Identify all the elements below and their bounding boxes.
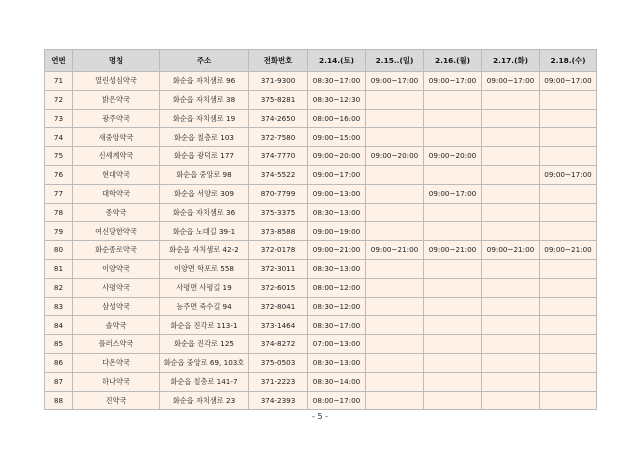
cell-d0215 bbox=[366, 165, 424, 184]
table-row bbox=[45, 72, 597, 91]
cell-d0214: 09:00~17:00 bbox=[308, 165, 366, 184]
cell-d0215 bbox=[366, 297, 424, 316]
table-row bbox=[45, 391, 597, 410]
cell-serial: 72 bbox=[45, 90, 73, 109]
cell-name: 이양약국 bbox=[73, 259, 160, 278]
cell-serial: 74 bbox=[45, 128, 73, 147]
cell-phone: 374-2393 bbox=[249, 391, 308, 410]
cell-address: 화순읍 노대길 39-1 bbox=[160, 222, 249, 241]
cell-d0214: 08:30~12:00 bbox=[308, 297, 366, 316]
cell-phone: 371-9300 bbox=[249, 72, 308, 91]
cell-d0216: 09:00~21:00 bbox=[424, 241, 482, 260]
cell-address: 화순읍 자치샘로 96 bbox=[160, 72, 249, 91]
cell-d0216 bbox=[424, 109, 482, 128]
cell-d0214: 09:00~15:00 bbox=[308, 128, 366, 147]
cell-d0218 bbox=[540, 203, 597, 222]
cell-d0218 bbox=[540, 372, 597, 391]
cell-name: 플러스약국 bbox=[73, 335, 160, 354]
cell-address: 화순읍 칠층로 103 bbox=[160, 128, 249, 147]
cell-address: 화순읍 중앙로 69, 103호 bbox=[160, 353, 249, 372]
cell-d0214: 09:00~20:00 bbox=[308, 147, 366, 166]
cell-address: 화순읍 칠층로 141-7 bbox=[160, 372, 249, 391]
cell-d0216: 09:00~20:00 bbox=[424, 147, 482, 166]
cell-phone: 373-1464 bbox=[249, 316, 308, 335]
cell-d0218 bbox=[540, 335, 597, 354]
table-row bbox=[45, 297, 597, 316]
cell-d0217 bbox=[482, 353, 540, 372]
cell-d0218 bbox=[540, 147, 597, 166]
cell-name: 하나약국 bbox=[73, 372, 160, 391]
cell-address: 화순읍 광덕로 177 bbox=[160, 147, 249, 166]
cell-d0218: 09:00~17:00 bbox=[540, 72, 597, 91]
table-row bbox=[45, 184, 597, 203]
cell-d0215 bbox=[366, 90, 424, 109]
table-row bbox=[45, 278, 597, 297]
table-row bbox=[45, 259, 597, 278]
cell-d0214: 07:00~13:00 bbox=[308, 335, 366, 354]
table-row bbox=[45, 165, 597, 184]
cell-d0217 bbox=[482, 391, 540, 410]
cell-name: 새중앙약국 bbox=[73, 128, 160, 147]
cell-phone: 372-3011 bbox=[249, 259, 308, 278]
cell-d0216 bbox=[424, 165, 482, 184]
cell-address: 화순읍 중앙로 98 bbox=[160, 165, 249, 184]
cell-name: 솔약국 bbox=[73, 316, 160, 335]
cell-d0214: 09:00~13:00 bbox=[308, 184, 366, 203]
cell-d0218 bbox=[540, 259, 597, 278]
cell-serial: 82 bbox=[45, 278, 73, 297]
cell-d0217 bbox=[482, 90, 540, 109]
cell-phone: 372-7580 bbox=[249, 128, 308, 147]
cell-serial: 75 bbox=[45, 147, 73, 166]
cell-d0214: 08:30~13:00 bbox=[308, 203, 366, 222]
cell-address: 화순읍 자치샘로 23 bbox=[160, 391, 249, 410]
cell-address: 화순읍 자치샘로 36 bbox=[160, 203, 249, 222]
cell-d0217: 09:00~21:00 bbox=[482, 241, 540, 260]
table-row bbox=[45, 90, 597, 109]
cell-d0218 bbox=[540, 90, 597, 109]
table-body bbox=[45, 72, 597, 410]
cell-d0215 bbox=[366, 353, 424, 372]
cell-d0218: 09:00~21:00 bbox=[540, 241, 597, 260]
cell-address: 화순읍 자치샘로 19 bbox=[160, 109, 249, 128]
cell-d0216: 09:00~17:00 bbox=[424, 72, 482, 91]
cell-name: 광주약국 bbox=[73, 109, 160, 128]
cell-d0215: 09:00~21:00 bbox=[366, 241, 424, 260]
page-number: - 5 - bbox=[312, 412, 328, 421]
cell-phone: 870-7799 bbox=[249, 184, 308, 203]
cell-d0215: 09:00~20:00 bbox=[366, 147, 424, 166]
cell-phone: 373-8588 bbox=[249, 222, 308, 241]
cell-name: 종약국 bbox=[73, 203, 160, 222]
cell-phone: 374-8272 bbox=[249, 335, 308, 354]
cell-d0218 bbox=[540, 222, 597, 241]
cell-d0214: 08:30~12:30 bbox=[308, 90, 366, 109]
table-row bbox=[45, 128, 597, 147]
cell-phone: 374-7770 bbox=[249, 147, 308, 166]
pharmacy-schedule-table bbox=[44, 49, 597, 410]
table-row bbox=[45, 109, 597, 128]
header-serial: 연번 bbox=[45, 50, 73, 72]
cell-d0214: 08:30~17:00 bbox=[308, 72, 366, 91]
cell-d0215: 09:00~17:00 bbox=[366, 72, 424, 91]
cell-serial: 85 bbox=[45, 335, 73, 354]
cell-d0218 bbox=[540, 297, 597, 316]
table-row bbox=[45, 147, 597, 166]
cell-d0214: 08:00~17:00 bbox=[308, 391, 366, 410]
cell-d0217 bbox=[482, 316, 540, 335]
cell-d0215 bbox=[366, 316, 424, 335]
cell-address: 화순읍 서양로 309 bbox=[160, 184, 249, 203]
cell-d0215 bbox=[366, 391, 424, 410]
cell-d0217 bbox=[482, 109, 540, 128]
cell-d0218 bbox=[540, 128, 597, 147]
cell-d0218 bbox=[540, 316, 597, 335]
cell-d0214: 09:00~21:00 bbox=[308, 241, 366, 260]
cell-d0217 bbox=[482, 184, 540, 203]
cell-serial: 76 bbox=[45, 165, 73, 184]
cell-d0214: 08:00~16:00 bbox=[308, 109, 366, 128]
cell-name: 밝은약국 bbox=[73, 90, 160, 109]
cell-d0216 bbox=[424, 353, 482, 372]
cell-address: 화순읍 진각로 125 bbox=[160, 335, 249, 354]
table-row bbox=[45, 372, 597, 391]
cell-name: 진약국 bbox=[73, 391, 160, 410]
cell-d0216 bbox=[424, 90, 482, 109]
cell-d0217: 09:00~17:00 bbox=[482, 72, 540, 91]
cell-d0217 bbox=[482, 335, 540, 354]
cell-d0216 bbox=[424, 278, 482, 297]
cell-d0216 bbox=[424, 128, 482, 147]
cell-name: 화순종로약국 bbox=[73, 241, 160, 260]
table-header-row bbox=[45, 50, 597, 72]
table-row bbox=[45, 353, 597, 372]
cell-d0215 bbox=[366, 184, 424, 203]
cell-phone: 375-3375 bbox=[249, 203, 308, 222]
cell-name: 대학약국 bbox=[73, 184, 160, 203]
cell-d0216 bbox=[424, 222, 482, 241]
cell-d0216: 09:00~17:00 bbox=[424, 184, 482, 203]
cell-address: 화순읍 자치샘로 42-2 bbox=[160, 241, 249, 260]
cell-d0217 bbox=[482, 297, 540, 316]
cell-d0215 bbox=[366, 372, 424, 391]
cell-serial: 80 bbox=[45, 241, 73, 260]
cell-serial: 87 bbox=[45, 372, 73, 391]
cell-name: 열린성심약국 bbox=[73, 72, 160, 91]
cell-d0215 bbox=[366, 109, 424, 128]
cell-d0217 bbox=[482, 222, 540, 241]
cell-phone: 375-8281 bbox=[249, 90, 308, 109]
cell-address: 이양면 학포로 558 bbox=[160, 259, 249, 278]
header-date-0214: 2.14.(토) bbox=[308, 50, 366, 72]
cell-serial: 71 bbox=[45, 72, 73, 91]
cell-d0215 bbox=[366, 203, 424, 222]
cell-phone: 374-5522 bbox=[249, 165, 308, 184]
cell-d0216 bbox=[424, 203, 482, 222]
cell-d0214: 09:00~19:00 bbox=[308, 222, 366, 241]
table-row bbox=[45, 203, 597, 222]
cell-name: 사평약국 bbox=[73, 278, 160, 297]
table-row bbox=[45, 335, 597, 354]
table-row bbox=[45, 241, 597, 260]
header-name: 명칭 bbox=[73, 50, 160, 72]
cell-serial: 81 bbox=[45, 259, 73, 278]
cell-serial: 79 bbox=[45, 222, 73, 241]
cell-d0215 bbox=[366, 222, 424, 241]
cell-d0217 bbox=[482, 128, 540, 147]
cell-d0214: 08:30~14:00 bbox=[308, 372, 366, 391]
cell-phone: 372-0178 bbox=[249, 241, 308, 260]
header-date-0218: 2.18.(수) bbox=[540, 50, 597, 72]
cell-serial: 88 bbox=[45, 391, 73, 410]
cell-name: 신세계약국 bbox=[73, 147, 160, 166]
cell-d0217 bbox=[482, 147, 540, 166]
table-row bbox=[45, 222, 597, 241]
cell-serial: 73 bbox=[45, 109, 73, 128]
cell-serial: 86 bbox=[45, 353, 73, 372]
cell-d0218 bbox=[540, 391, 597, 410]
cell-d0215 bbox=[366, 335, 424, 354]
cell-phone: 372-6015 bbox=[249, 278, 308, 297]
cell-serial: 77 bbox=[45, 184, 73, 203]
cell-phone: 371-2223 bbox=[249, 372, 308, 391]
cell-d0215 bbox=[366, 259, 424, 278]
cell-d0216 bbox=[424, 297, 482, 316]
cell-d0216 bbox=[424, 259, 482, 278]
table-row bbox=[45, 316, 597, 335]
cell-phone: 372-8041 bbox=[249, 297, 308, 316]
cell-d0218 bbox=[540, 353, 597, 372]
header-date-0215: 2.15..(일) bbox=[366, 50, 424, 72]
header-phone: 전화번호 bbox=[249, 50, 308, 72]
cell-d0214: 08:30~17:00 bbox=[308, 316, 366, 335]
cell-d0214: 08:00~12:00 bbox=[308, 278, 366, 297]
cell-d0218 bbox=[540, 184, 597, 203]
header-date-0217: 2.17.(화) bbox=[482, 50, 540, 72]
header-date-0216: 2.16.(월) bbox=[424, 50, 482, 72]
cell-d0217 bbox=[482, 372, 540, 391]
cell-d0216 bbox=[424, 316, 482, 335]
cell-address: 사평면 사평길 19 bbox=[160, 278, 249, 297]
cell-d0217 bbox=[482, 203, 540, 222]
cell-serial: 84 bbox=[45, 316, 73, 335]
header-address: 주소 bbox=[160, 50, 249, 72]
cell-name: 삼성약국 bbox=[73, 297, 160, 316]
cell-d0217 bbox=[482, 259, 540, 278]
cell-d0216 bbox=[424, 391, 482, 410]
cell-d0217 bbox=[482, 165, 540, 184]
cell-d0217 bbox=[482, 278, 540, 297]
cell-d0218: 09:00~17:00 bbox=[540, 165, 597, 184]
cell-serial: 78 bbox=[45, 203, 73, 222]
cell-d0214: 08:30~13:00 bbox=[308, 353, 366, 372]
cell-d0214: 08:30~13:00 bbox=[308, 259, 366, 278]
cell-address: 화순읍 자치샘로 38 bbox=[160, 90, 249, 109]
cell-address: 화순읍 진각로 113-1 bbox=[160, 316, 249, 335]
cell-name: 여신당한약국 bbox=[73, 222, 160, 241]
cell-name: 현대약국 bbox=[73, 165, 160, 184]
cell-d0218 bbox=[540, 278, 597, 297]
cell-serial: 83 bbox=[45, 297, 73, 316]
cell-phone: 375-0503 bbox=[249, 353, 308, 372]
cell-d0216 bbox=[424, 372, 482, 391]
cell-d0216 bbox=[424, 335, 482, 354]
cell-d0215 bbox=[366, 128, 424, 147]
cell-d0218 bbox=[540, 109, 597, 128]
cell-address: 능주면 죽수길 94 bbox=[160, 297, 249, 316]
cell-name: 다온약국 bbox=[73, 353, 160, 372]
cell-phone: 374-2650 bbox=[249, 109, 308, 128]
cell-d0215 bbox=[366, 278, 424, 297]
